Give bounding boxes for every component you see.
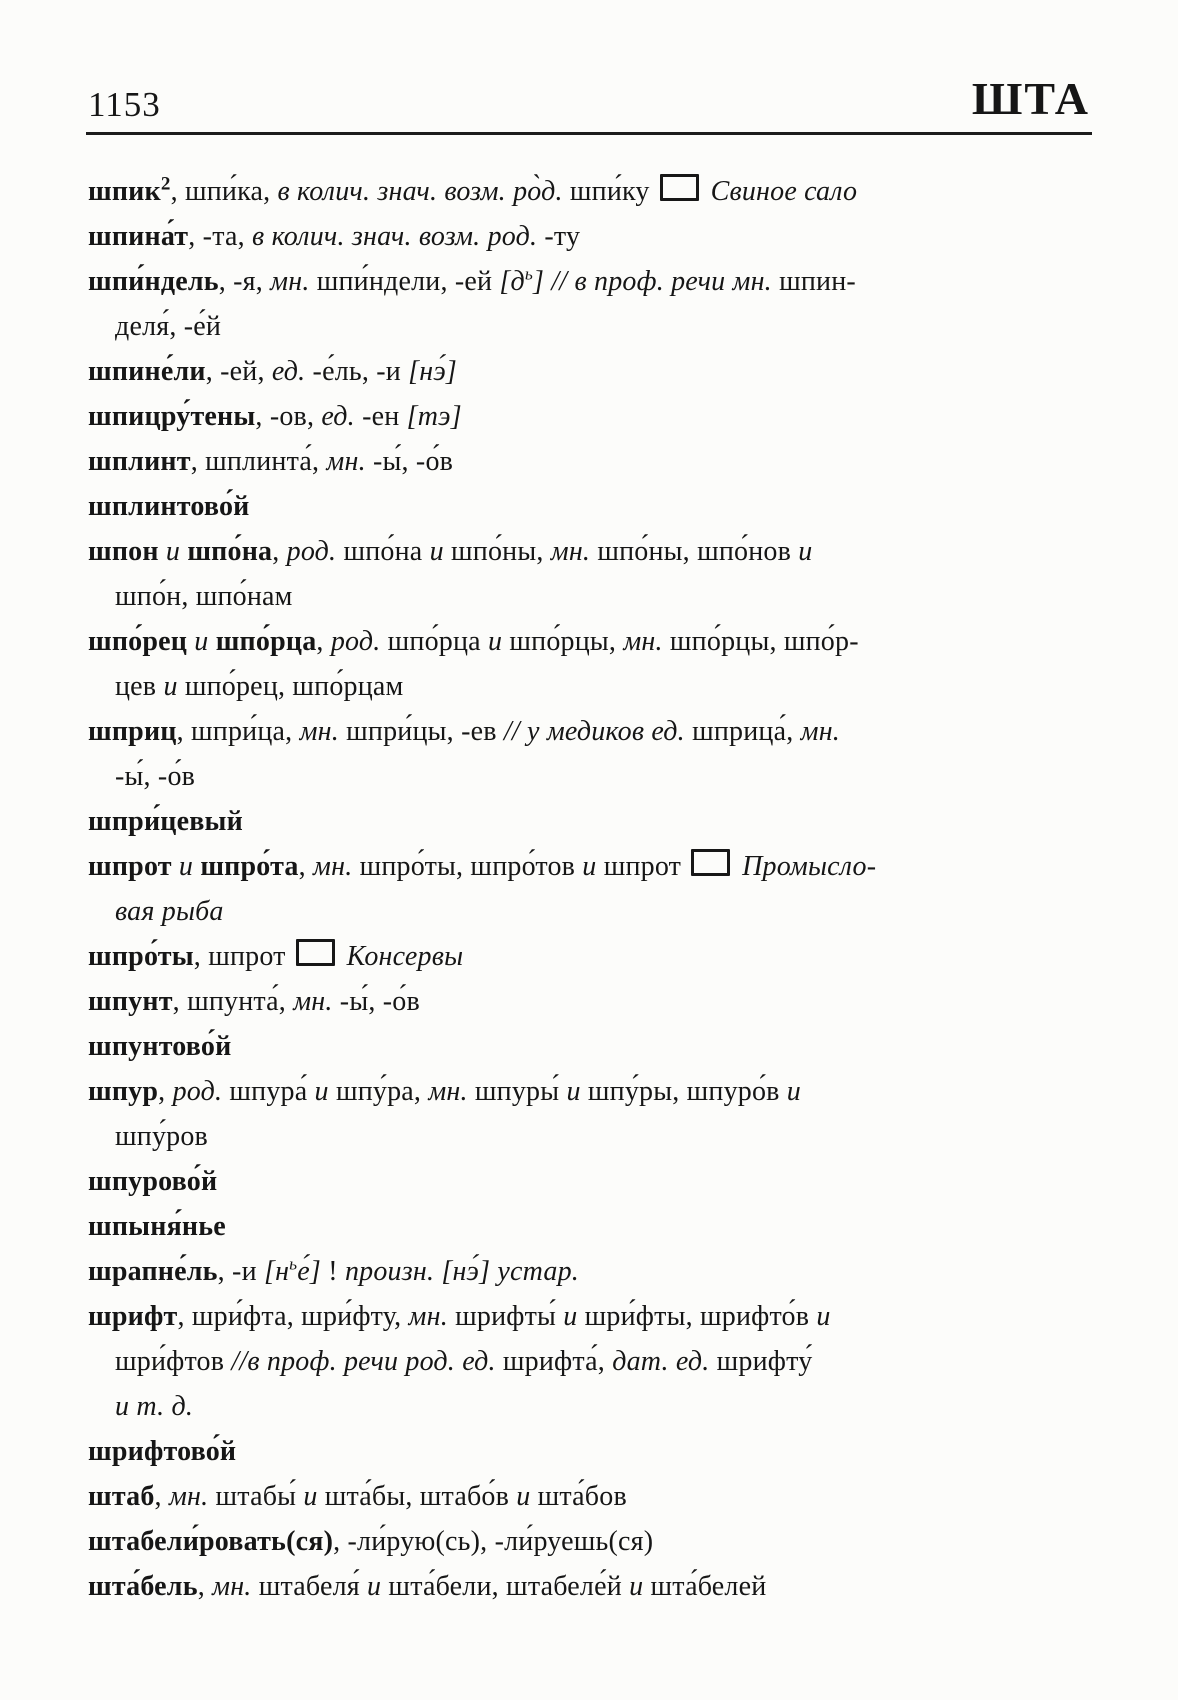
entry-text: вая рыба <box>115 896 224 927</box>
entry-text: и <box>303 1481 318 1512</box>
dictionary-entry <box>88 214 1048 259</box>
entry-text: ед. <box>271 356 306 387</box>
entry-text: штабеля́ <box>251 1571 368 1602</box>
entry-text: -ту <box>537 221 581 252</box>
definition-box-icon <box>296 939 335 966</box>
headword: шприц <box>88 716 177 747</box>
entry-text: шри́фты, шрифто́в <box>577 1301 817 1332</box>
entry-text: // у медиков ед. <box>503 716 685 747</box>
headword: шрапне́ль <box>88 1256 218 1287</box>
headword: шпо́рец <box>88 626 188 657</box>
dictionary-entry <box>88 439 1048 484</box>
entry-text: шпин- <box>771 266 856 297</box>
headword: шпон <box>88 536 159 567</box>
entry-text: -ы́, -о́в <box>332 986 420 1017</box>
entry-text: и <box>816 1301 831 1332</box>
headword: шпунтово́й <box>88 1031 232 1062</box>
headword: шпо́рца <box>215 626 317 657</box>
entry-text: и <box>516 1481 531 1512</box>
dictionary-entry <box>88 529 1048 619</box>
entry-text: мн. <box>293 986 333 1017</box>
entry-text: [нэ́] <box>408 356 458 387</box>
headword: шпине́ли <box>88 356 206 387</box>
entry-text: [н <box>263 1256 290 1287</box>
entry-text: шпу́ров <box>115 1121 208 1152</box>
headword: шпур <box>88 1076 159 1107</box>
entry-text: , шпри́ца, <box>176 716 300 747</box>
entry-text: и <box>629 1571 644 1602</box>
headword: штабели́ровать(ся) <box>88 1526 334 1557</box>
entry-text: шпро́ты, шпро́тов <box>352 851 583 882</box>
entry-text: шрифты́ <box>447 1301 564 1332</box>
entry-text: мн. <box>313 851 353 882</box>
entry-text: , <box>158 1076 173 1107</box>
entry-text: ед. <box>321 401 355 432</box>
entry-text: , -та, <box>188 221 253 252</box>
entry-text: мн. <box>550 536 591 567</box>
entry-text: шта́бели, штабеле́й <box>381 1571 630 1602</box>
entry-text: и <box>786 1076 801 1107</box>
entry-text: мн. <box>168 1481 209 1512</box>
entry-text: шпо́рцы, шпо́р- <box>662 626 859 657</box>
entry-text: шта́бы, штабо́в <box>317 1481 517 1512</box>
dictionary-entry <box>88 1249 1048 1294</box>
headword: шпо́на <box>187 536 273 567</box>
dictionary-entry <box>88 484 1048 529</box>
entry-text: , шпи́ка, <box>170 176 278 207</box>
entry-text: -е́ль, -и <box>305 356 409 387</box>
entry-text: шпо́рец, шпо́рцам <box>177 671 404 702</box>
entry-text: Консервы <box>346 941 464 972</box>
entry-text: шпу́ры, шпуро́в <box>580 1076 787 1107</box>
headword: шпрот <box>88 851 172 882</box>
entry-text: е́] <box>297 1256 321 1287</box>
dictionary-entries <box>88 169 1048 1609</box>
entry-text: , шпунта́, <box>172 986 294 1017</box>
entry-text: шпрот <box>596 851 682 882</box>
entry-text: и <box>367 1571 382 1602</box>
dictionary-entry <box>88 934 1048 979</box>
definition-box-icon <box>691 849 730 876</box>
headword: шпыня́нье <box>88 1211 226 1242</box>
headword: шпицру́тены <box>88 401 256 432</box>
definition-box-icon <box>660 174 699 201</box>
headword: шпро́ты <box>88 941 194 972</box>
headword: 2 <box>160 173 171 195</box>
entry-text: мн. <box>800 716 840 747</box>
headword: шпро́та <box>200 851 299 882</box>
entry-text: , <box>197 1571 213 1602</box>
entry-text: и <box>563 1301 578 1332</box>
dictionary-entry <box>88 709 1048 799</box>
entry-text: мн. <box>623 626 663 657</box>
dictionary-entry <box>88 394 1048 439</box>
entry-text: и <box>314 1076 329 1107</box>
dictionary-entry <box>88 1429 1048 1474</box>
entry-text: и <box>798 536 813 567</box>
entry-text: шпи́ндели, -ей <box>309 266 500 297</box>
dictionary-entry <box>88 1024 1048 1069</box>
entry-text: шприца́, <box>684 716 801 747</box>
entry-text: // в проф. речи мн. <box>551 266 772 297</box>
entry-text: шпо́н, шпо́нам <box>115 581 293 612</box>
entry-text: -ы́, -о́в <box>365 446 454 477</box>
dictionary-entry <box>88 844 1048 934</box>
entry-text: мн. <box>212 1571 252 1602</box>
entry-text: шрифту́ <box>709 1346 813 1377</box>
dictionary-entry <box>88 979 1048 1024</box>
headword: шплинт <box>88 446 191 477</box>
entry-text: мн. <box>428 1076 468 1107</box>
entry-text: , <box>316 626 331 657</box>
entry-text: и <box>566 1076 581 1107</box>
headword: штаб <box>88 1481 155 1512</box>
entry-text: [тэ] <box>406 401 462 432</box>
dictionary-entry <box>88 619 1048 709</box>
dictionary-entry <box>88 1474 1048 1519</box>
entry-text: деля́, -е́й <box>115 311 222 342</box>
entry-text: шпо́ны, шпо́нов <box>590 536 799 567</box>
guide-word: ШТА <box>971 73 1090 124</box>
entry-text: и <box>487 626 503 657</box>
entry-text: мн. <box>299 716 339 747</box>
headword: шплинтово́й <box>88 491 250 522</box>
entry-text: , -ли́рую(сь), -ли́руешь(ся) <box>333 1526 654 1557</box>
dictionary-entry <box>88 169 1048 214</box>
entry-text: шпо́на <box>336 536 430 567</box>
entry-text: -ен <box>354 401 407 432</box>
headword: шпри́цевый <box>88 806 243 837</box>
entry-text: , шпрот <box>193 941 286 972</box>
entry-text: шпо́рца <box>380 626 488 657</box>
entry-text: и <box>163 671 178 702</box>
entry-text: шпри́цы, -ев <box>338 716 504 747</box>
headword: шрифтово́й <box>88 1436 237 1467</box>
header-rule <box>86 132 1092 135</box>
entry-text: и <box>582 851 597 882</box>
entry-text: шрифта́, <box>495 1346 613 1377</box>
entry-text: шпура́ <box>222 1076 315 1107</box>
page-number: 1153 <box>88 85 161 124</box>
entry-text: и т. д. <box>115 1391 194 1422</box>
entry-text: [д <box>499 266 525 297</box>
dictionary-entry <box>88 799 1048 844</box>
entry-text: мн. <box>408 1301 448 1332</box>
entry-text: шпи́ку <box>562 176 650 207</box>
entry-text: шри́фтов <box>115 1346 232 1377</box>
entry-text: , шплинта́, <box>190 446 327 477</box>
entry-text: [нэ́] устар. <box>441 1256 580 1287</box>
entry-text: //в проф. речи род. ед. <box>231 1346 496 1377</box>
entry-text: ! <box>321 1256 345 1287</box>
headword: шпурово́й <box>88 1166 218 1197</box>
running-head <box>88 0 1090 122</box>
entry-text: ь <box>289 1254 298 1274</box>
entry-text: , <box>272 536 287 567</box>
dictionary-entry <box>88 1519 1048 1564</box>
entry-text: произн. <box>344 1256 435 1287</box>
entry-text: шпо́рцы, <box>502 626 624 657</box>
entry-text: Свиное сало <box>710 176 858 207</box>
entry-text: и <box>187 626 216 657</box>
dictionary-entry <box>88 259 1048 349</box>
entry-text: ь <box>524 264 533 284</box>
entry-text: , -и <box>217 1256 264 1287</box>
entry-text: в колич. знач. возм. ро̀д. <box>277 176 563 207</box>
entry-text: , <box>298 851 314 882</box>
entry-text: род. <box>330 626 381 657</box>
entry-text: род. <box>172 1076 223 1107</box>
headword: шта́бель <box>88 1571 198 1602</box>
entry-text: Промысло- <box>742 851 877 882</box>
entry-text: дат. ед. <box>612 1346 710 1377</box>
entry-text: мн. <box>326 446 366 477</box>
entry-text: штабы́ <box>208 1481 304 1512</box>
dictionary-entry <box>88 1204 1048 1249</box>
entry-text: в колич. знач. возм. род. <box>252 221 538 252</box>
dictionary-entry <box>88 1069 1048 1159</box>
headword: шпи́ндель <box>88 266 219 297</box>
entry-text: ] <box>533 266 545 297</box>
headword: шпина́т <box>88 221 189 252</box>
entry-text: , <box>154 1481 169 1512</box>
entry-text: цев <box>115 671 164 702</box>
dictionary-entry <box>88 1294 1048 1429</box>
entry-text: род. <box>286 536 337 567</box>
entry-text: шпуры́ <box>467 1076 567 1107</box>
entry-text: -ы́, -о́в <box>115 761 196 792</box>
entry-text: , -я, <box>218 266 271 297</box>
entry-text: шпу́ра, <box>328 1076 429 1107</box>
headword: шпик <box>88 176 161 207</box>
entry-text: шпо́ны, <box>443 536 551 567</box>
entry-text: и <box>171 851 201 882</box>
entry-text: и <box>429 536 444 567</box>
entry-text: , -ов, <box>255 401 322 432</box>
entry-text: мн. <box>270 266 310 297</box>
headword: шрифт <box>88 1301 178 1332</box>
entry-text: и <box>158 536 188 567</box>
entry-text: шта́белей <box>643 1571 767 1602</box>
entry-text: , шри́фта, шри́фту, <box>177 1301 409 1332</box>
dictionary-entry <box>88 1159 1048 1204</box>
entry-text: , -ей, <box>205 356 272 387</box>
headword: шпунт <box>88 986 173 1017</box>
dictionary-entry <box>88 1564 1048 1609</box>
dictionary-entry <box>88 349 1048 394</box>
entry-text: шта́бов <box>530 1481 627 1512</box>
